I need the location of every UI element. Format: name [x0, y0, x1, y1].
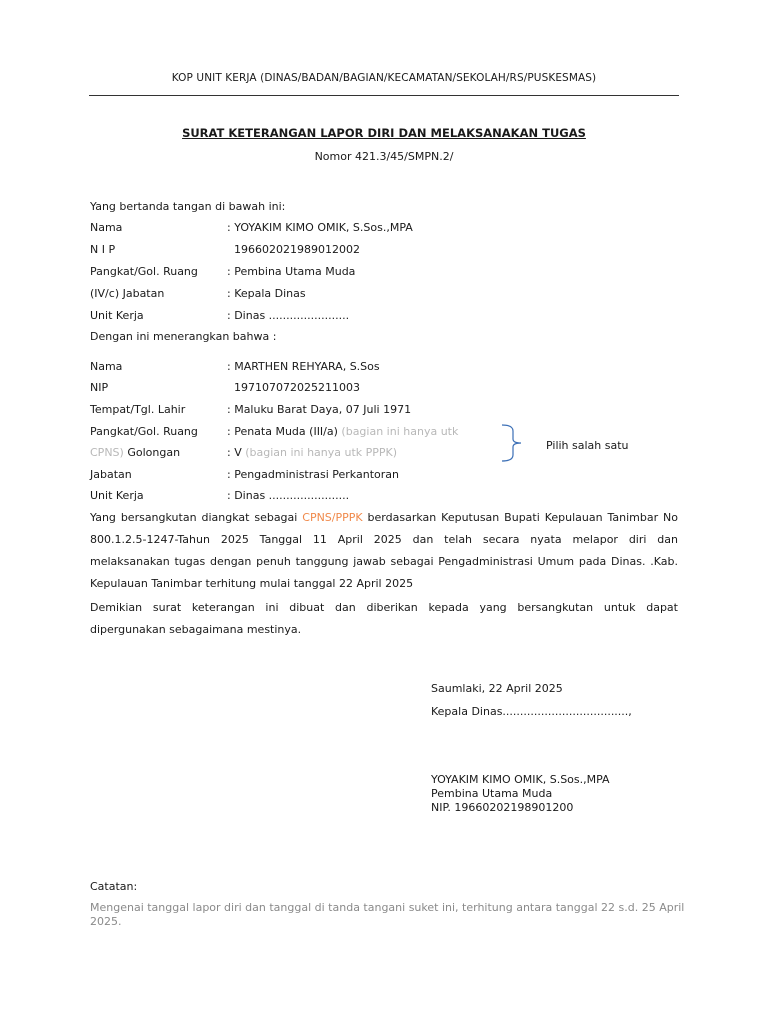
note-title: Catatan: [90, 880, 138, 893]
subject-rank-label: Pangkat/Gol. Ruang [90, 425, 198, 438]
subject-name-label: Nama [90, 360, 123, 373]
right-brace-icon [500, 424, 534, 462]
subject-rank-hint: (bagian ini hanya utk [341, 425, 459, 438]
signer-position-value: : Kepala Dinas [227, 287, 306, 300]
subject-unit-value: : Dinas ....................... [227, 489, 350, 502]
body-line-1c: berdasarkan Keputusan Bupati Kepulauan Tanimbar No [367, 511, 678, 524]
subject-golongan-hint: CPNS) [90, 446, 124, 459]
choose-one-note: Pilih salah satu [546, 439, 629, 452]
subject-golongan-row [227, 446, 397, 459]
subject-position-value: : Pengadministrasi Perkantoran [227, 468, 399, 481]
declaration-text: Dengan ini menerangkan bahwa : [90, 330, 277, 343]
subject-golongan-label-row [90, 446, 180, 459]
subject-golongan-label: Golongan [127, 446, 181, 459]
signer-position-label: (IV/c) Jabatan [90, 287, 165, 300]
subject-golongan-value-hint: (bagian ini hanya utk PPPK) [245, 446, 398, 459]
closing-line-2: dipergunakan sebagaimana mestinya. [90, 623, 302, 636]
signer-nip-value: 196602021989012002 [234, 243, 360, 256]
body-line-3: melaksanakan tugas dengan penuh tanggung jawab sebagai Pengadministrasi Umum pada Dinas. .Kab. [90, 555, 678, 568]
body-line-1a: Yang bersangkutan diangkat sebagai [90, 511, 298, 524]
subject-golongan-value: : V [227, 446, 242, 459]
body-line-2: 800.1.2.5-1247-Tahun 2025 Tanggal 11 April 2025 dan telah secara nyata melapor diri dan [90, 533, 678, 546]
signer-name-value: : YOYAKIM KIMO OMIK, S.Sos.,MPA [227, 221, 413, 234]
subject-name-value: : MARTHEN REHYARA, S.Sos [227, 360, 380, 373]
subject-birth-label: Tempat/Tgl. Lahir [90, 403, 186, 416]
body-paragraph [90, 507, 678, 595]
signer-rank-label: Pangkat/Gol. Ruang [90, 265, 198, 278]
subject-nip-value: 197107072025211003 [234, 381, 360, 394]
signature-rank: Pembina Utama Muda [431, 787, 553, 800]
signer-unit-label: Unit Kerja [90, 309, 144, 322]
body-line-4: Kepulauan Tanimbar terhitung mulai tanggal 22 April 2025 [90, 577, 414, 590]
subject-position-label: Jabatan [90, 468, 132, 481]
letterhead-divider [89, 95, 679, 96]
signer-rank-value: : Pembina Utama Muda [227, 265, 356, 278]
subject-birth-value: : Maluku Barat Daya, 07 Juli 1971 [227, 403, 412, 416]
signature-position: Kepala Dinas...................................., [431, 705, 632, 718]
signer-unit-value: : Dinas ....................... [227, 309, 350, 322]
letterhead-placeholder: KOP UNIT KERJA (DINAS/BADAN/BAGIAN/KECAMATAN/SEKOLAH/RS/PUSKESMAS) [171, 72, 597, 84]
subject-rank-value: : Penata Muda (III/a) [227, 425, 338, 438]
signer-nip-label: N I P [90, 243, 116, 256]
subject-nip-label: NIP [90, 381, 109, 394]
closing-line-1: Demikian surat keterangan ini dibuat dan diberikan kepada yang bersangkutan untuk dapat [90, 601, 678, 614]
subject-unit-label: Unit Kerja [90, 489, 144, 502]
signature-nip: NIP. 19660202198901200 [431, 801, 574, 814]
document-title: SURAT KETERANGAN LAPOR DIRI DAN MELAKSANAKAN TUGAS [182, 126, 586, 140]
note-body: Mengenai tanggal lapor diri dan tanggal di tanda tangani suket ini, terhitung antara tanggal 22 s.d. 25 April 2025. [90, 901, 685, 928]
body-line-1 [90, 507, 678, 529]
signature-place-date: Saumlaki, 22 April 2025 [431, 682, 563, 695]
closing-paragraph [90, 597, 678, 641]
signer-name-label: Nama [90, 221, 123, 234]
subject-rank-row [227, 425, 458, 438]
signature-name: YOYAKIM KIMO OMIK, S.Sos.,MPA [431, 773, 610, 786]
document-number: Nomor 421.3/45/SMPN.2/ [314, 150, 454, 163]
employee-type-highlight: CPNS/PPPK [302, 511, 363, 524]
intro-text: Yang bertanda tangan di bawah ini: [90, 200, 286, 213]
